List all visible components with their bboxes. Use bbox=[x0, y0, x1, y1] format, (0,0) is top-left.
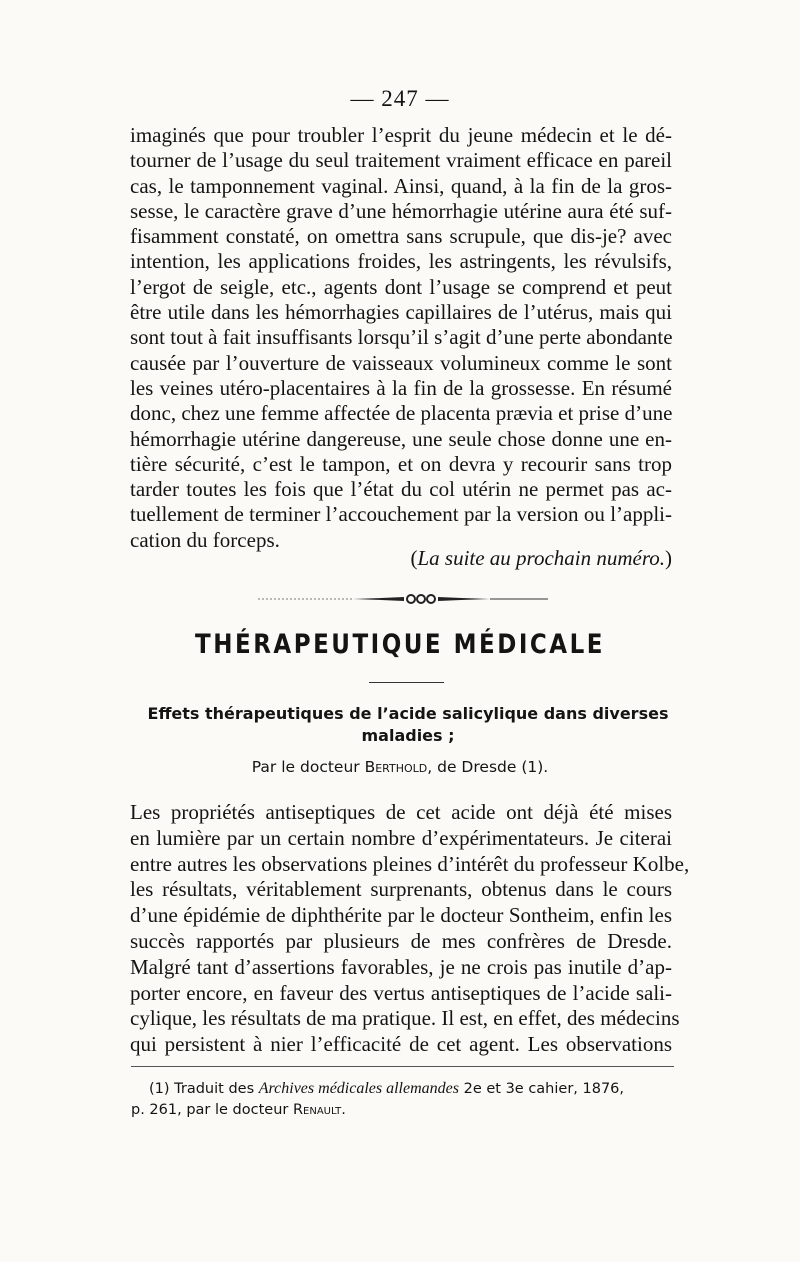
text-line: Malgré tant d’assertions favorables, je ne crois pas inutile d’ap- bbox=[130, 954, 672, 979]
text-line: qui persistent à nier l’efficacité de cet agent. Les observations bbox=[130, 1032, 672, 1057]
paragraph-continuation bbox=[130, 123, 672, 553]
footnote-line-2 bbox=[131, 1100, 672, 1121]
text-line: cation du forceps. bbox=[130, 527, 280, 552]
text-line: les veines utéro-placentaires à la fin de la grossesse. En résumé bbox=[130, 375, 672, 400]
article-title: Effets thérapeutiques de l’acide salicylique dans diverses maladies ; bbox=[147, 704, 669, 745]
continuation-note-text: La suite au prochain numéro. bbox=[417, 546, 665, 570]
footnote-line2-pre: p. 261, par le docteur bbox=[131, 1102, 289, 1118]
text-line: intention, les applications froides, les astringents, les révulsifs, bbox=[130, 249, 672, 274]
text-line: cas, le tamponnement vaginal. Ainsi, quand, à la fin de la gros- bbox=[130, 173, 672, 198]
byline-suffix: , de Dresde (1). bbox=[427, 758, 549, 776]
byline bbox=[0, 758, 800, 776]
text-line: causée par l’ouverture de vaisseaux volumineux comme le sont bbox=[130, 350, 672, 375]
text-line: fisamment constaté, on omettra sans scrupule, que dis-je? avec bbox=[130, 224, 672, 249]
footnote-pre: Traduit des bbox=[174, 1081, 255, 1097]
footnote bbox=[131, 1078, 672, 1121]
text-line: porter encore, en faveur des vertus antiseptiques de l’acide sali- bbox=[130, 980, 672, 1005]
footnote-line-1 bbox=[131, 1078, 672, 1100]
text-line: imaginés que pour troubler l’esprit du jeune médecin et le dé- bbox=[130, 123, 672, 147]
text-line: l’ergot de seigle, etc., agents dont l’usage se comprend et peut bbox=[130, 274, 672, 299]
text-line: d’une épidémie de diphthérite par le docteur Sontheim, enfin les bbox=[130, 903, 672, 928]
text-line: tuellement de terminer l’accouchement par la version ou l’appli- bbox=[130, 502, 672, 527]
section-divider-ornament bbox=[258, 592, 548, 606]
text-line: sont tout à fait insuffisants lorsqu’il s’agit d’une perte abondante bbox=[130, 325, 673, 350]
byline-author: Berthold bbox=[364, 758, 428, 776]
text-line: être utile dans les hémorrhagies capillaires de l’utérus, mais qui bbox=[130, 300, 672, 325]
text-line: Les propriétés antiseptiques de cet acide ont déjà été mises bbox=[130, 800, 672, 824]
footnote-journal: Archives médicales allemandes bbox=[258, 1080, 459, 1097]
text-line: tière sécurité, c’est le tampon, et on devra y recourir sans trop bbox=[130, 451, 672, 476]
footnote-translator: Renault bbox=[292, 1102, 342, 1118]
text-line: donc, chez une femme affectée de placenta prævia et prise d’une bbox=[130, 401, 673, 426]
footnote-separator bbox=[131, 1066, 674, 1067]
title-rule bbox=[369, 682, 444, 683]
continuation-note: (La suite au prochain numéro.) bbox=[410, 546, 672, 570]
footnote-issue: 2e et 3e cahier, 1876, bbox=[463, 1081, 625, 1097]
page-number: — 247 — bbox=[350, 86, 450, 111]
article-paragraph bbox=[130, 800, 690, 1058]
text-line: les résultats, véritablement surprenants, obtenus dans le cours bbox=[130, 877, 672, 902]
byline-prefix: Par le docteur bbox=[251, 758, 360, 776]
text-line: tarder toutes les fois que l’état du col utérin ne permet pas ac- bbox=[130, 477, 672, 502]
text-line: entre autres les observations pleines d’intérêt du professeur Kolbe, bbox=[130, 851, 690, 876]
section-title: THÉRAPEUTIQUE MÉDICALE bbox=[195, 630, 605, 660]
text-line: cylique, les résultats de ma pratique. Il est, en effet, des médecins bbox=[130, 1006, 680, 1031]
text-line: succès rapportés par plusieurs de mes confrères de Dresde. bbox=[130, 928, 672, 953]
text-line: tourner de l’usage du seul traitement vraiment efficace en pareil bbox=[130, 148, 672, 173]
footnote-line2-end: . bbox=[341, 1102, 346, 1118]
text-line: hémorrhagie utérine dangereuse, une seule chose donne une en- bbox=[130, 426, 672, 451]
text-line: sesse, le caractère grave d’une hémorrhagie utérine aura été suf- bbox=[130, 198, 672, 223]
footnote-marker: (1) bbox=[149, 1081, 170, 1097]
text-line: en lumière par un certain nombre d’expérimentateurs. Je citerai bbox=[130, 825, 672, 850]
